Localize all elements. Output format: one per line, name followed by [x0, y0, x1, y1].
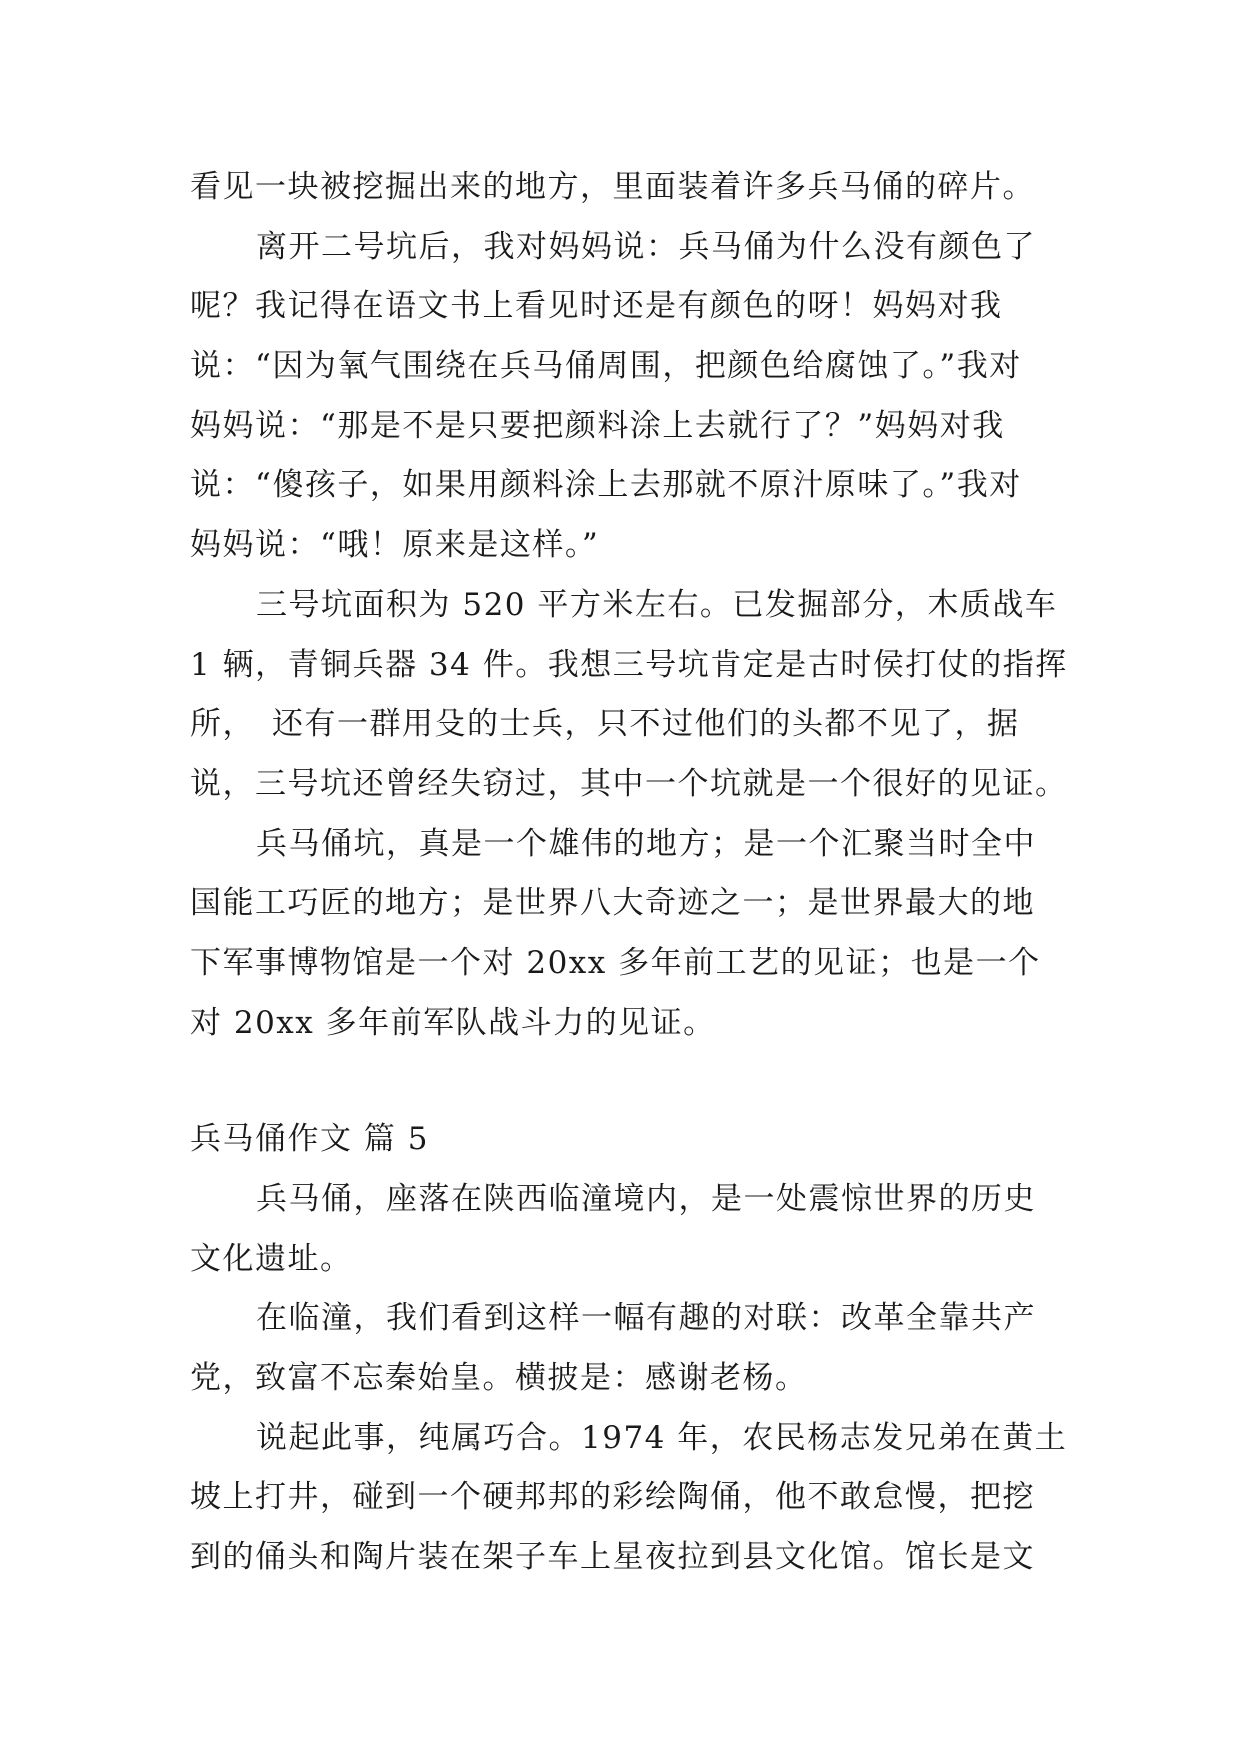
text-line: 国能工巧匠的地方；是世界八大奇迹之一；是世界最大的地	[190, 885, 1035, 922]
text-line: 所， 还有一群用殳的士兵，只不过他们的头都不见了，据	[190, 706, 1020, 743]
text-line: 党，致富不忘秦始皇。横披是：感谢老杨。	[190, 1360, 808, 1397]
paragraph	[190, 1170, 1065, 1289]
document-body	[190, 158, 1068, 1588]
paragraph	[190, 1409, 1068, 1588]
text-line: 对 20xx 多年前军队战斗力的见证。	[190, 1004, 716, 1041]
paragraph	[190, 158, 1065, 218]
text-line: 妈妈说：“那是不是只要把颜料涂上去就行了？”妈妈对我	[190, 407, 1005, 444]
paragraph	[190, 576, 1068, 815]
text-line: 看见一块被挖掘出来的地方，里面装着许多兵马俑的碎片。	[190, 169, 1035, 205]
text-line: 1 辆，青铜兵器 34 件。我想三号坑肯定是古时侯打仗的指挥	[190, 646, 1068, 683]
text-line: 兵马俑，座落在陕西临潼境内，是一处震惊世界的历史	[256, 1181, 1036, 1217]
text-line: 离开二号坑后，我对妈妈说：兵马俑为什么没有颜色了	[256, 228, 1036, 265]
text-line: 说：“因为氧气围绕在兵马俑周围，把颜色给腐蚀了。”我对	[190, 348, 1022, 385]
section-gap	[190, 1053, 1065, 1110]
paragraph	[190, 1289, 1065, 1408]
text-line: 在临潼，我们看到这样一幅有趣的对联：改革全靠共产	[256, 1300, 1036, 1337]
section-heading: 兵马俑作文 篇 5	[190, 1121, 429, 1158]
text-line: 文化遗址。	[190, 1240, 353, 1277]
text-line: 到的俑头和陶片装在架子车上星夜拉到县文化馆。馆长是文	[190, 1539, 1035, 1576]
paragraph	[190, 815, 1065, 1054]
text-line: 妈妈说：“哦！原来是这样。”	[190, 527, 600, 564]
text-line: 下军事博物馆是一个对 20xx 多年前工艺的见证；也是一个	[190, 944, 1041, 981]
text-line: 三号坑面积为 520 平方米左右。已发掘部分，木质战车	[256, 586, 1058, 623]
text-line: 呢？我记得在语文书上看见时还是有颜色的呀！妈妈对我	[190, 288, 1003, 325]
text-line: 说，三号坑还曾经失窃过，其中一个坑就是一个很好的见证。	[190, 765, 1068, 802]
text-line: 说：“傻孩子，如果用颜料涂上去那就不原汁原味了。”我对	[190, 467, 1022, 504]
text-line: 坡上打井，碰到一个硬邦邦的彩绘陶俑，他不敢怠慢，把挖	[190, 1479, 1035, 1516]
text-line: 说起此事，纯属巧合。1974 年，农民杨志发兄弟在黄土	[256, 1419, 1068, 1456]
text-line: 兵马俑坑，真是一个雄伟的地方；是一个汇聚当时全中	[256, 825, 1036, 862]
paragraph	[190, 218, 1065, 576]
